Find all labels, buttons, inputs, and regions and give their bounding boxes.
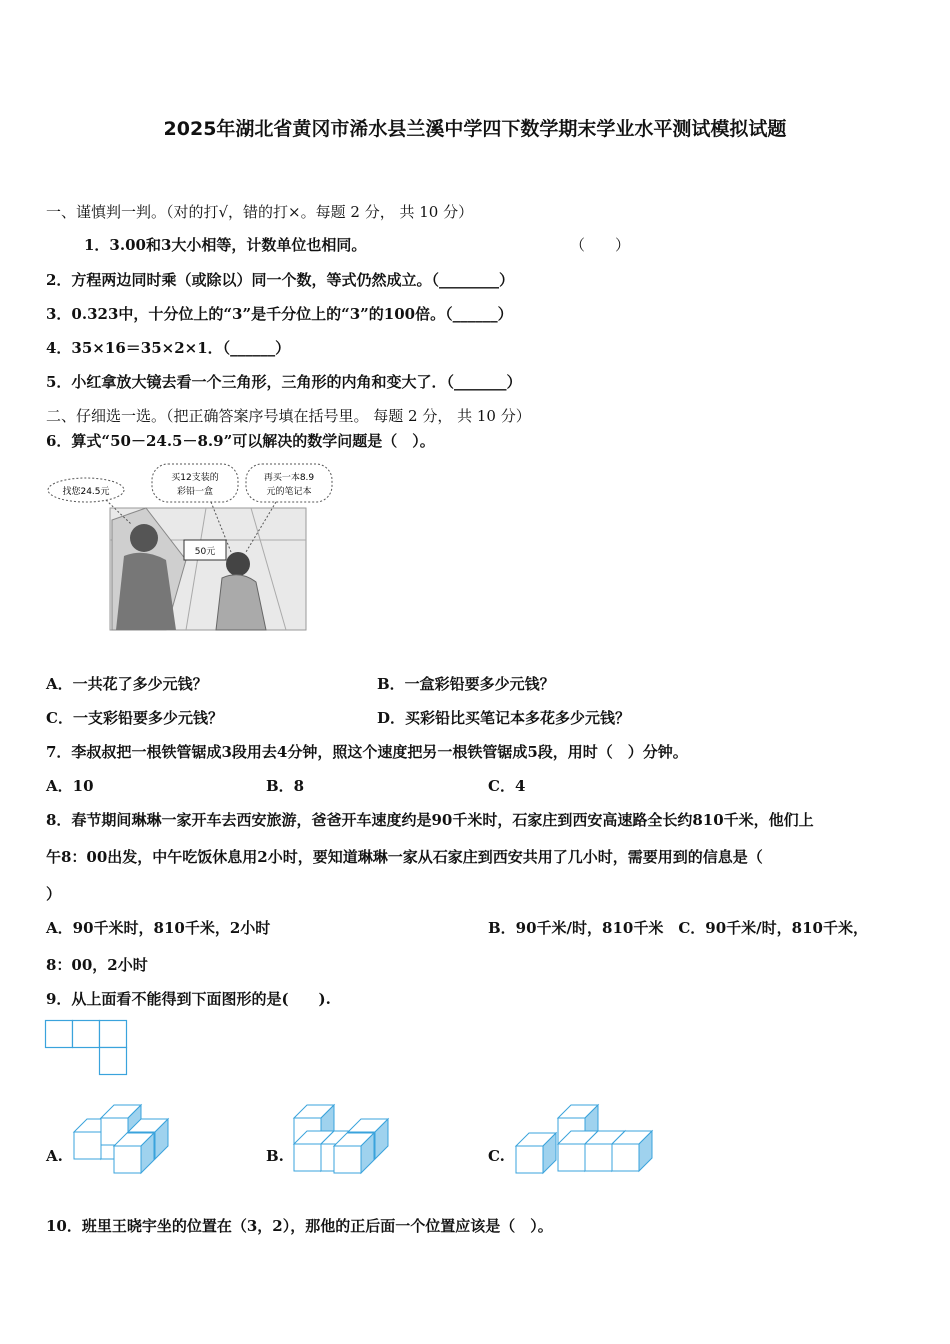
q6-option-d: D．买彩铅比买笔记本多花多少元钱？: [377, 709, 631, 727]
question-1: 1．3.00和3大小相等，计数单位也相同。: [84, 236, 367, 254]
question-6: 6．算式“50－24.5－8.9”可以解决的数学问题是（ ）。: [46, 432, 435, 450]
bubble-change: 找您24.5元: [62, 487, 110, 497]
section-2-heading: 二、仔细选一选。（把正确答案序号填在括号里。 每题 2 分， 共 10 分）: [46, 407, 531, 425]
q7-option-b: B．8: [266, 777, 305, 795]
question-10: 10．班里王晓宇坐的位置在（3，2），那他的正后面一个位置应该是（ ）。: [46, 1217, 553, 1235]
cube: [516, 1133, 556, 1173]
q7-option-c: C．4: [488, 777, 526, 795]
question-7: 7．李叔叔把一根铁管锯成3段用去4分钟，照这个速度把另一根铁管锯成5段，用时（ ）分钟。: [46, 743, 688, 761]
q8-option-b-c: B．90千米/时，810千米 C．90千米/时，810千米，: [488, 919, 868, 937]
q6-option-b: B．一盒彩铅要多少元钱？: [377, 675, 555, 693]
bubble-pencils-2: 彩铅一盒: [176, 487, 214, 497]
question-4: 4．35×16＝35×2×1．（______）: [46, 339, 291, 357]
question-8-line-2: 午8：00出发，中午吃饭休息用2小时，要知道琳琳一家从石家庄到西安共用了几小时，需要用到的信息是（: [46, 848, 763, 866]
q8-option-c-continued: 8：00，2小时: [46, 956, 148, 974]
q8-option-a: A．90千米时，810千米，2小时: [46, 919, 271, 937]
bubble-notebook-1: 再买一本8.9: [263, 473, 315, 483]
price-sign: 50元: [194, 547, 216, 557]
question-1-blank: （ ）: [570, 236, 631, 254]
page-title: 2025年湖北省黄冈市浠水县兰溪中学四下数学期末学业水平测试模拟试题: [163, 118, 787, 140]
question-2: 2．方程两边同时乘（或除以）同一个数，等式仍然成立。（________）: [46, 271, 514, 289]
bubble-pencils-1: 买12支装的: [171, 473, 219, 483]
q6-option-c: C．一支彩铅要多少元钱？: [46, 709, 223, 727]
top-view-figure: [45, 1020, 129, 1077]
q9-option-a-label: A.: [46, 1147, 63, 1165]
q9-option-c-figure: [514, 1102, 659, 1174]
q6-option-a: A．一共花了多少元钱？: [46, 675, 208, 693]
question-8-line-1: 8．春节期间琳琳一家开车去西安旅游，爸爸开车速度约是90千米时，石家庄到西安高速路全长约810千米，他们上: [46, 811, 814, 829]
bubble-notebook-2: 元的笔记本: [266, 487, 312, 497]
q9-option-a-figure: [72, 1102, 177, 1174]
q7-option-a: A．10: [46, 777, 94, 795]
question-9: 9．从上面看不能得到下面图形的是( ).: [46, 990, 331, 1008]
q9-option-b-figure: [292, 1102, 397, 1174]
section-1-heading: 一、谨慎判一判。（对的打√，错的打×。每题 2 分， 共 10 分）: [46, 203, 474, 221]
question-8-line-3: ）: [46, 885, 62, 903]
question-5: 5．小红拿放大镜去看一个三角形，三角形的内角和变大了．（_______）: [46, 373, 522, 391]
question-3: 3．0.323中，十分位上的“3”是千分位上的“3”的100倍。（______）: [46, 305, 513, 323]
q9-option-c-label: C.: [488, 1147, 505, 1165]
shopping-illustration: [46, 460, 346, 635]
q9-option-b-label: B.: [266, 1147, 284, 1165]
